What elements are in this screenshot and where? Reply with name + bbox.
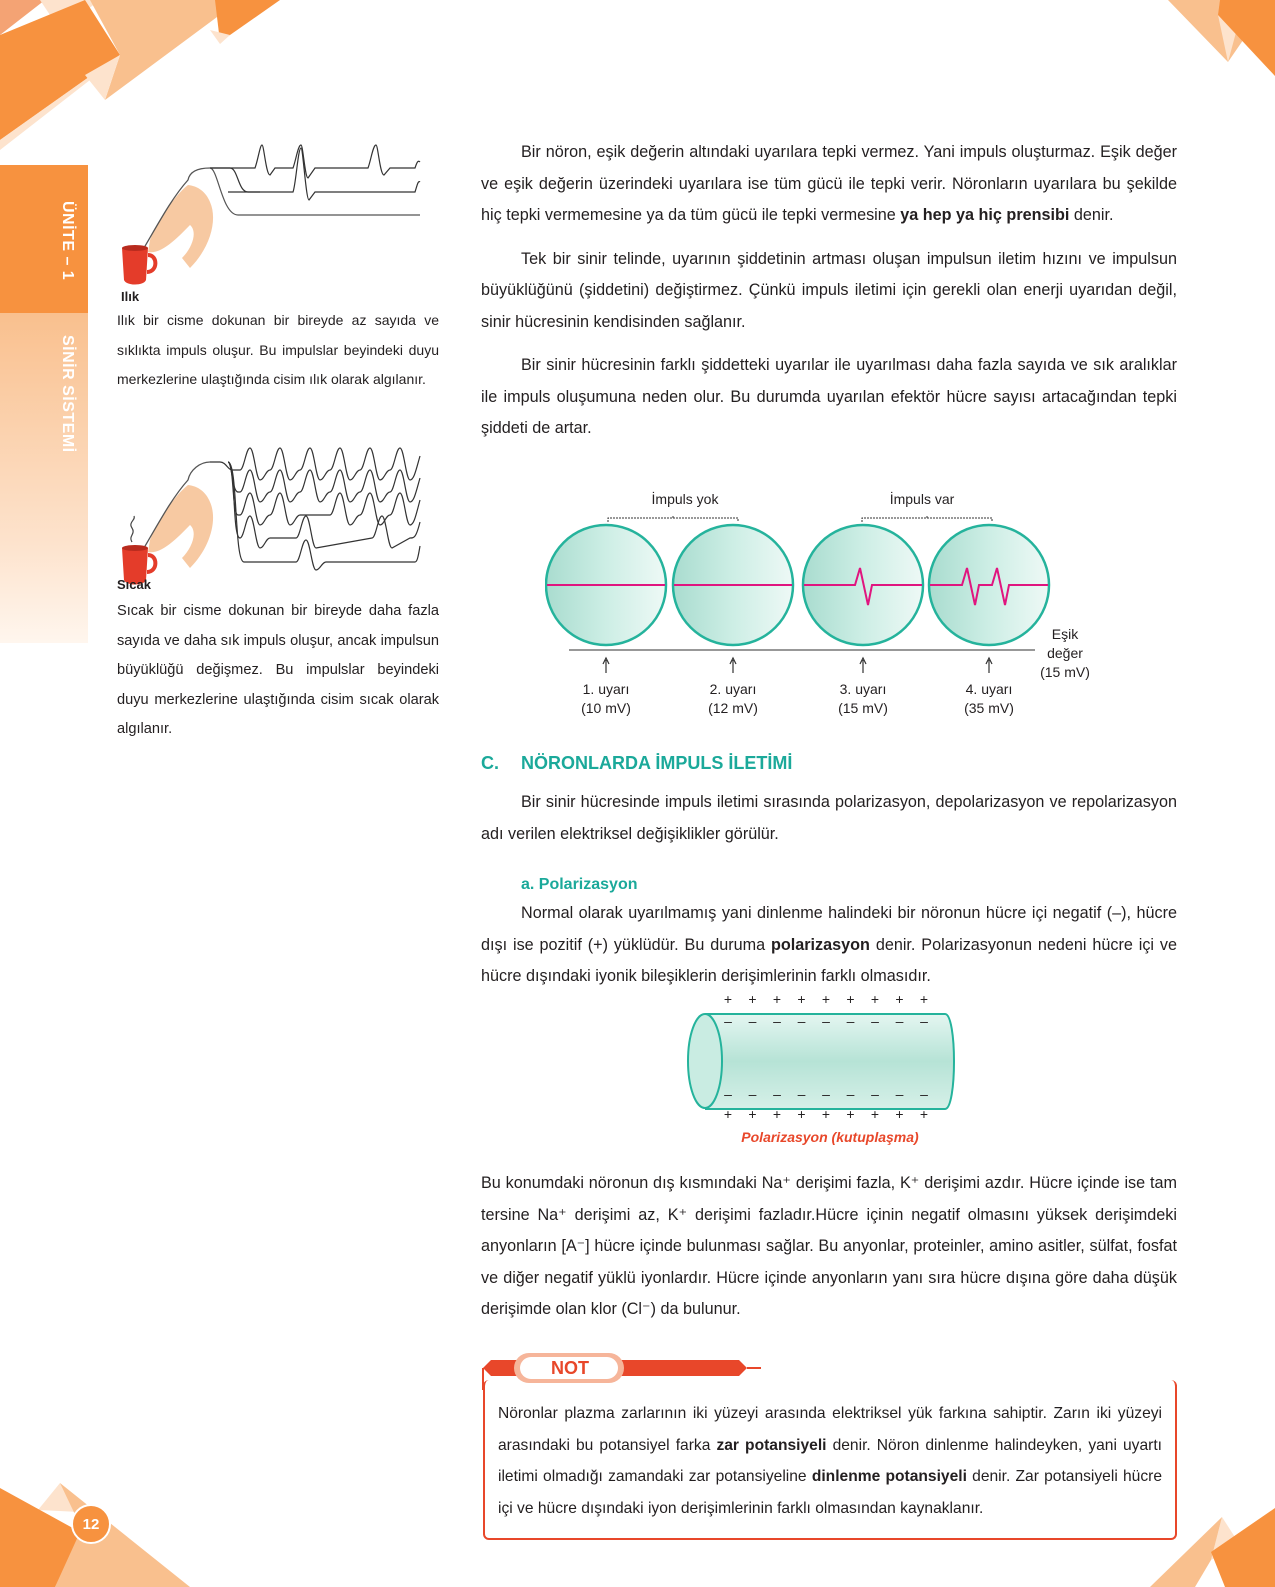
inner-charge: – [822,1086,830,1102]
threshold-label-line1: Eşik [1051,626,1079,642]
note-label: NOT [551,1358,589,1378]
polarization-paragraph-block [481,898,1177,993]
outer-charge: + [723,1106,733,1122]
inner-charge: – [895,1086,904,1102]
ion-paragraph: Bu konumdaki nöronun dış kısmındaki Na⁺ derişimi fazla, K⁺ derişimi azdır. Hücre içinde ise tam tersine Na⁺ derişimi az, K⁺ derişimi fazladır.Hücre içinin negatif olmasını yüksek derişimdeki anyonların [A⁻] hücre içinde bulunması sağlar. Bu anyonlar, proteinler, amino asitler, sülfat, fosfat ve diğer negatif yüklü iyonlardır. Hücre içinde anyonların yanı sıra hücre dışına göre daha düşük derişimde olan klor (Cl⁻) da bulunur. [481,1174,1177,1318]
page-number: 12 [71,1504,111,1544]
stimulus-arrow-icon [986,658,992,673]
threshold-figure [545,482,1115,722]
inner-charge: – [797,1086,806,1102]
outer-charge: + [723,995,733,1007]
outer-charge: + [895,995,904,1007]
outer-charge: + [772,995,782,1007]
inner-charge: – [748,1013,757,1029]
inner-charge: – [748,1086,757,1102]
text-run: denir. Nöron dinlenme halindeyken, yani uyartı iletimi olmadığı zamandaki zar potansiyeline [498,1436,1162,1485]
threshold-label-line2: değer [1047,645,1083,661]
section-intro-block [481,787,1177,850]
stimulus-arrow-icon [730,658,736,673]
section-title: NÖRONLARDA İMPULS İLETİMİ [521,753,793,773]
outer-charge: + [846,995,855,1007]
topic-tab [0,313,88,643]
section-letter: C. [481,753,499,773]
note-text [498,1398,1162,1524]
stimulus-value: (35 mV) [964,700,1014,716]
cylinder-end [688,1014,722,1108]
paragraph-all-or-none [481,137,1177,232]
cup-icon [122,248,148,285]
group-label-no-impulse: İmpuls yok [651,491,719,507]
impulse-traces [210,448,420,570]
stimulus-value: (15 mV) [838,700,888,716]
inner-charge: – [920,1086,928,1102]
inner-charge: – [724,1086,732,1102]
main-text-top [481,137,1177,445]
stimulus-value: (12 mV) [708,700,758,716]
topic-label: SİNİR SİSTEMİ [59,335,76,453]
stimulus-name: 2. uyarı [709,681,757,697]
stimulus-arrow-icon [860,658,866,673]
subsection-heading: a. Polarizasyon [521,876,638,893]
figure-label-hot: Sıcak [117,577,151,592]
inner-charge: – [773,1013,781,1029]
text-run: denir. [1069,206,1114,224]
figure-caption-warm: Ilık bir cisme dokunan bir bireyde az sayıda ve sıklıkta impuls oluşur. Bu impulslar beyindeki duyu merkezlerine ulaştığında cisim ılık olarak algılanır. [117,312,439,387]
bold-term: ya hep ya hiç prensibi [900,206,1070,224]
inner-charge: – [724,1013,732,1029]
outer-charge: + [748,995,757,1007]
brace-impulse [862,515,992,522]
text-run: Tek bir sinir telinde, uyarının şiddetinin artması oluşan impulsun iletim hızını ve impulsun büyüklüğünü (şiddetini) değiştirmez. Çünkü impuls iletimi için gerekli olan enerji uyarıdan değil, sinir hücresinin kendisinden sağlanır. [481,249,1177,331]
stimulus-name: 4. uyarı [965,681,1013,697]
outer-charge: + [797,995,806,1007]
outer-charge: + [895,1106,904,1122]
bold-term: zar potansiyeli [716,1436,827,1454]
outer-charge: + [821,995,831,1007]
hot-cup-touch-illustration [110,440,440,585]
inner-charge: – [846,1013,855,1029]
paragraph-stimulus-frequency [481,350,1177,445]
outer-charge: + [748,1106,757,1122]
stimulus-name: 1. uyarı [582,681,630,697]
stimulus-arrow-icon [603,658,609,673]
unit-label: ÜNİTE – 1 [59,201,76,281]
paragraph-impulse-strength [481,244,1177,339]
stimulus-name: 3. uyarı [839,681,887,697]
brace-no-impulse [608,515,738,522]
outer-charge: + [919,1106,929,1122]
text-run: denir. Zar potansiyeli hücre içi ve hücre dışındaki iyon derişimlerinin farklı olmasından kaynaklanır. [498,1468,1162,1517]
bold-term: dinlenme potansiyeli [811,1468,967,1485]
hand-icon [148,185,213,268]
section-intro: Bir sinir hücresinde impuls iletimi sırasında polarizasyon, depolarizasyon ve repolarizasyon adı verilen elektriksel değişiklikler görülür. [481,793,1177,843]
outer-charge: + [846,1106,855,1122]
outer-charge: + [870,995,880,1007]
inner-charge: – [871,1013,879,1029]
hand-icon [148,485,213,568]
inner-charge: – [871,1086,879,1102]
figure-caption-hot: Sıcak bir cisme dokunan bir bireyde daha fazla sayıda ve daha sık impuls oluşur, ancak impulsun büyüklüğü değişmez. Bu impulslar beyindeki duyu merkezlerine ulaştığında cisim sıcak olarak algılanır. [117,603,439,737]
polarization-paragraph [481,898,1177,993]
inner-charge: – [920,1013,928,1029]
steam-icon [131,516,134,542]
outer-charge: + [821,1106,831,1122]
inner-charge: – [773,1086,781,1102]
polarization-figure [685,995,965,1125]
text-run: Normal olarak uyarılmamış yani dinlenme halindeki bir nöronun hücre içi negatif (–), hücre dışı ise pozitif (+) yüklüdür. Bu duruma [481,904,1177,954]
outer-charge: + [870,1106,880,1122]
unit-tab [0,165,88,313]
group-label-impulse: İmpuls var [889,491,955,507]
text-run: Bir sinir hücresinin farklı şiddetteki uyarılar ile uyarılması daha fazla sayıda ve sık aralıklar ile impuls oluşumuna neden olur. Bu durumda uyarılan efektör hücre sayısı artacağından tepki şiddeti de artar. [481,356,1177,437]
chapter-sidebar [0,165,88,643]
threshold-label-line3: (15 mV) [1040,664,1090,680]
outer-charge: + [919,995,929,1007]
inner-charge: – [797,1013,806,1029]
inner-charge: – [846,1086,855,1102]
bold-term: polarizasyon [770,935,870,954]
text-run: Bir nöron, eşik değerin altındaki uyarılara tepki vermez. Yani impuls oluşturmaz. Eşik değer ve eşik değerin üzerindeki uyarılara ise tüm gücü ile tepki verir. Nöronların uyarılara bu şekilde hiç tepki vermemesine ya da tüm gücü ile tepki vermesine [481,143,1177,224]
ion-paragraph-block [481,1168,1177,1326]
outer-charge: + [772,1106,782,1122]
figure-label-warm: Ilık [121,289,140,304]
inner-charge: – [822,1013,830,1029]
outer-charge: + [797,1106,806,1122]
polarization-caption: Polarizasyon (kutuplaşma) [741,1129,919,1145]
stimulus-value: (10 mV) [581,700,631,716]
section-heading [481,753,792,774]
warm-cup-touch-illustration [110,140,440,300]
text-run: denir. Polarizasyonun nedeni hücre içi ve hücre dışındaki iyonik bileşiklerin derişimlerinin farklı olmasıdır. [481,935,1178,985]
inner-charge: – [895,1013,904,1029]
text-run: Nöronlar plazma zarlarının iki yüzeyi arasında elektriksel yük farkına sahiptir. Zarın iki yüzeyi arasındaki bu potansiyel farka [498,1405,1162,1454]
